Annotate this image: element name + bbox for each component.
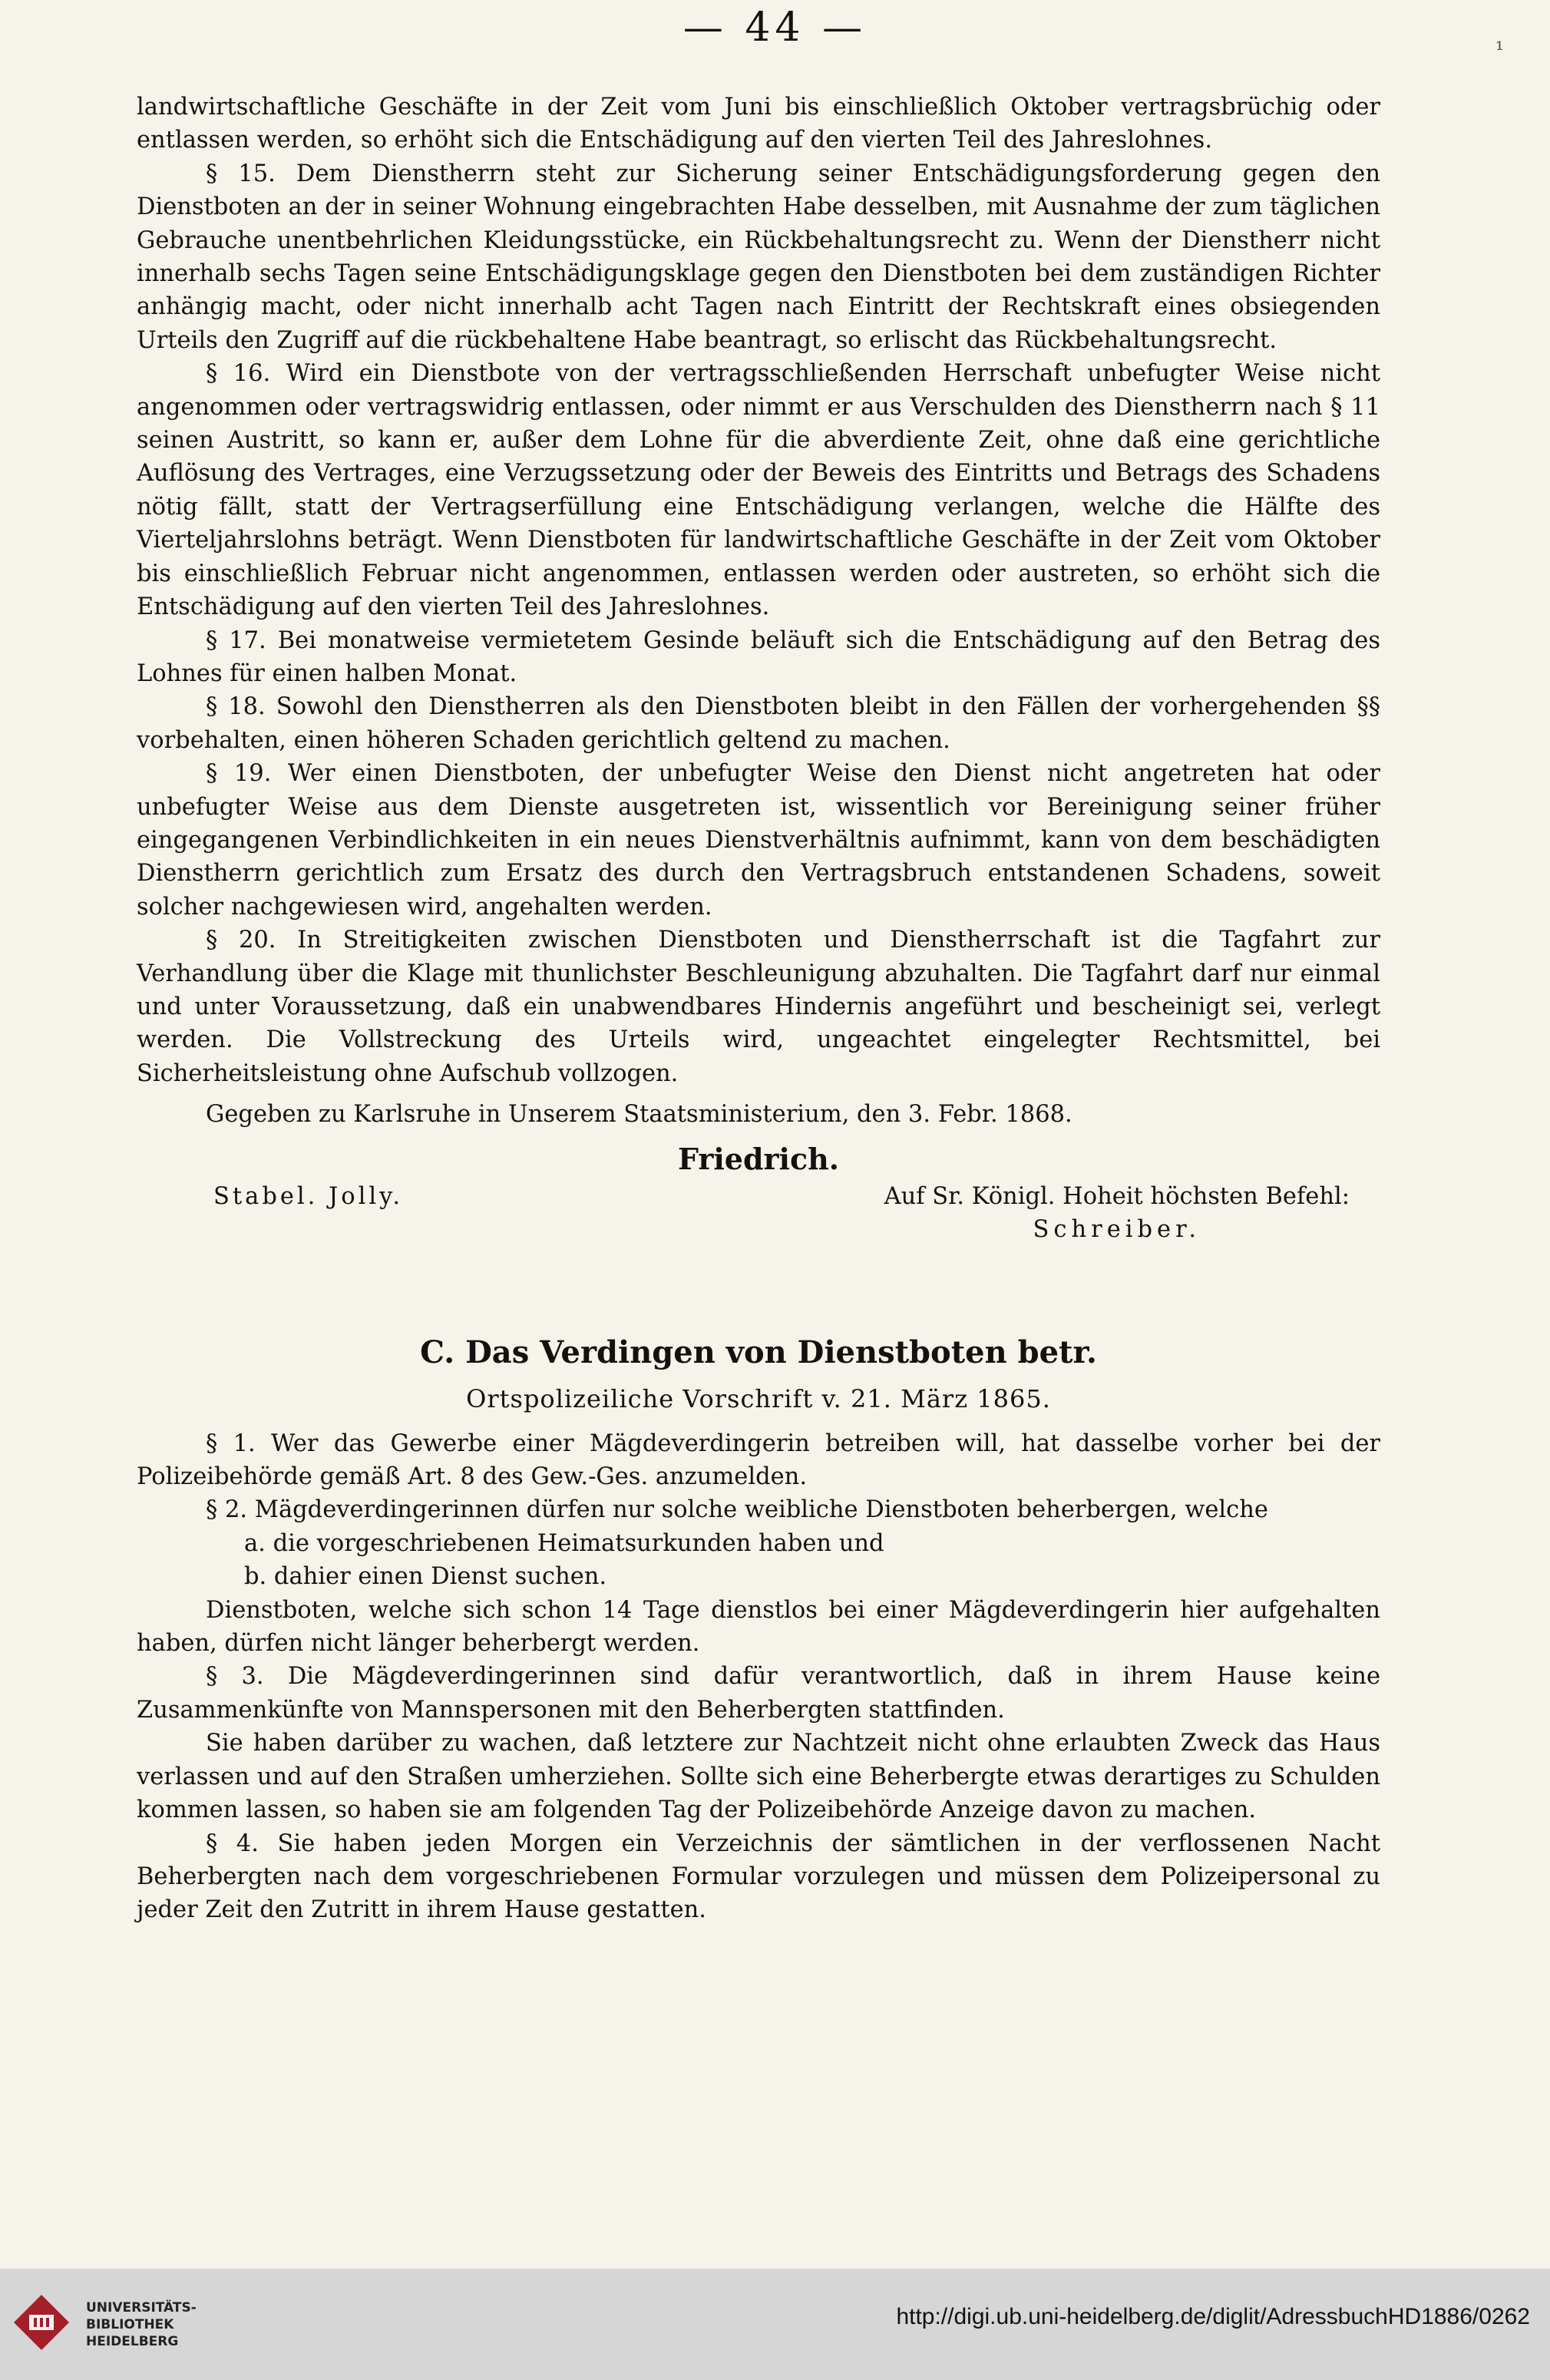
list-item: b. dahier einen Dienst suchen.: [244, 1563, 607, 1591]
source-url-link[interactable]: http://digi.ub.uni-heidelberg.de/diglit/AdressbuchHD1886/0262: [896, 2304, 1530, 2329]
paragraph-s1: § 1. Wer das Gewerbe einer Mägdeverdingerin betreiben will, hat dasselbe vorher bei der Polizeibehörde gemäß Art. 8 des Gew.-Ges. anzumelden.: [137, 1430, 1380, 1491]
paragraph-s16: § 16. Wird ein Dienstbote von der vertragsschließenden Herrschaft unbefugter Weise nicht angenommen oder vertragswidrig entlassen, oder nimmt er aus Verschulden des Dienstherrn nach § 11 seinen Austritt, so kann er, außer dem Lohne für die abverdiente Zeit, ohne daß eine gerichtliche Auflösung des Vertrages, eine Verzugssetzung oder der Beweis des Eintritts und Betrags des Schadens nötig fällt, statt der Vertragserfüllung eine Entschädigung verlangen, welche die Hälfte des Vierteljahrslohns beträgt. Wenn Dienstboten für landwirtschaftliche Geschäfte in der Zeit vom Oktober bis einschließlich Februar nicht angenommen, entlassen werden oder austreten, so erhöht sich die Entschädigung auf den vierten Teil des Jahreslohnes.: [137, 360, 1380, 621]
paragraph: Dienstboten, welche sich schon 14 Tage dienstlos bei einer Mägdeverdingerin hier aufgehalten haben, dürfen nicht länger beherbergt werden.: [137, 1596, 1380, 1658]
given-line: Gegeben zu Karlsruhe in Unserem Staatsministerium, den 3. Febr. 1868.: [206, 1101, 1072, 1129]
section-subheading: Ortspolizeiliche Vorschrift v. 21. März 1865.: [466, 1384, 1051, 1414]
corner-mark: ¹: [1495, 37, 1504, 62]
signature-right-text: Auf Sr. Königl. Hoheit höchsten Befehl:: [884, 1183, 1350, 1210]
signature-main: Friedrich.: [678, 1141, 839, 1176]
paragraph: Sie haben darüber zu wachen, daß letztere zur Nachtzeit nicht ohne erlaubten Zweck das Haus verlassen und auf den Straßen umherziehen. Sollte sich eine Beherbergte etwas derartiges zu Schulden kommen lassen, so haben sie am folgenden Tag der Polizeibehörde Anzeige davon zu machen.: [137, 1730, 1380, 1824]
library-logo-icon: [11, 2292, 72, 2353]
library-name: [86, 2299, 197, 2350]
page-text: [137, 91, 1380, 1927]
signature-right-name: Schreiber.: [1033, 1216, 1201, 1244]
paragraph-s20: § 20. In Streitigkeiten zwischen Dienstboten und Dienstherrschaft ist die Tagfahrt zur Verhandlung über die Klage mit thunlichster Beschleunigung abzuhalten. Die Tagfahrt darf nur einmal und unter Voraussetzung, daß ein unabwendbares Hindernis angeführt und bescheinigt sei, verlegt werden. Die Vollstreckung des Urteils wird, ungeachtet eingelegter Rechtsmittel, bei Sicherheitsleistung ohne Aufschub vollzogen.: [137, 927, 1380, 1087]
signature-right: [884, 1180, 1380, 1247]
paragraph-s15: § 15. Dem Dienstherrn steht zur Sicherung seiner Entschädigungsforderung gegen den Dienstboten an der in seiner Wohnung eingebrachten Habe desselben, mit Ausnahme der zum täglichen Gebrauche unentbehrlichen Kleidungsstücke, ein Rückbehaltungsrecht zu. Wenn der Dienstherr nicht innerhalb sechs Tagen seine Entschädigungsklage gegen den Dienstboten bei dem zuständigen Richter anhängig macht, oder nicht innerhalb acht Tagen nach Eintritt der Rechtskraft eines obsiegenden Urteils den Zugriff auf die rückbehaltene Habe beantragt, so erlischt das Rückbehaltungsrecht.: [137, 160, 1380, 354]
library-name-line: HEIDELBERG: [86, 2334, 179, 2349]
paragraph-s2: § 2. Mägdeverdingerinnen dürfen nur solche weibliche Dienstboten beherbergen, welche: [206, 1496, 1268, 1524]
paragraph-s17: § 17. Bei monatweise vermietetem Gesinde beläuft sich die Entschädigung auf den Betrag des Lohnes für einen halben Monat.: [137, 626, 1380, 687]
paragraph-s18: § 18. Sowohl den Dienstherren als den Dienstboten bleibt in den Fällen der vorhergehenden §§ vorbehalten, einen höheren Schaden gerichtlich geltend zu machen.: [137, 693, 1380, 754]
viewer-footer: [0, 2269, 1550, 2380]
library-name-line: BIBLIOTHEK: [86, 2317, 174, 2332]
paragraph: landwirtschaftliche Geschäfte in der Zeit vom Juni bis einschließlich Oktober vertragsbrüchig oder entlassen werden, so erhöht sich die Entschädigung auf den vierten Teil des Jahreslohnes.: [137, 94, 1380, 154]
section-heading: C. Das Verdingen von Dienstboten betr.: [420, 1334, 1097, 1370]
paragraph-s3: § 3. Die Mägdeverdingerinnen sind dafür verantwortlich, daß in ihrem Hause keine Zusammenkünfte von Mannspersonen mit den Beherbergten stattfinden.: [137, 1663, 1380, 1724]
signature-left: Stabel. Jolly.: [213, 1183, 404, 1210]
paragraph-s19: § 19. Wer einen Dienstboten, der unbefugter Weise den Dienst nicht angetreten hat oder unbefugter Weise aus dem Dienste ausgetreten ist, wissentlich vor Bereinigung seiner früher eingegangenen Verbindlichkeiten in ein neues Dienstverhältnis aufnimmt, kann von dem beschädigten Dienstherrn gerichtlich zum Ersatz des durch den Vertragsbruch entstandenen Schadens, soweit solcher nachgewiesen wird, angehalten werden.: [137, 760, 1380, 921]
paragraph-s4: § 4. Sie haben jeden Morgen ein Verzeichnis der sämtlichen in der verflossenen Nacht Beherbergten nach dem vorgeschriebenen Formular vorzulegen und müssen dem Polizeipersonal zu jeder Zeit den Zutritt in ihrem Hause gestatten.: [137, 1830, 1380, 1924]
list-item: a. die vorgeschriebenen Heimatsurkunden haben und: [244, 1529, 884, 1557]
library-name-line: UNIVERSITÄTS-: [86, 2300, 197, 2316]
signature-row: [137, 1180, 1380, 1247]
page-number: — 44 —: [682, 5, 868, 51]
